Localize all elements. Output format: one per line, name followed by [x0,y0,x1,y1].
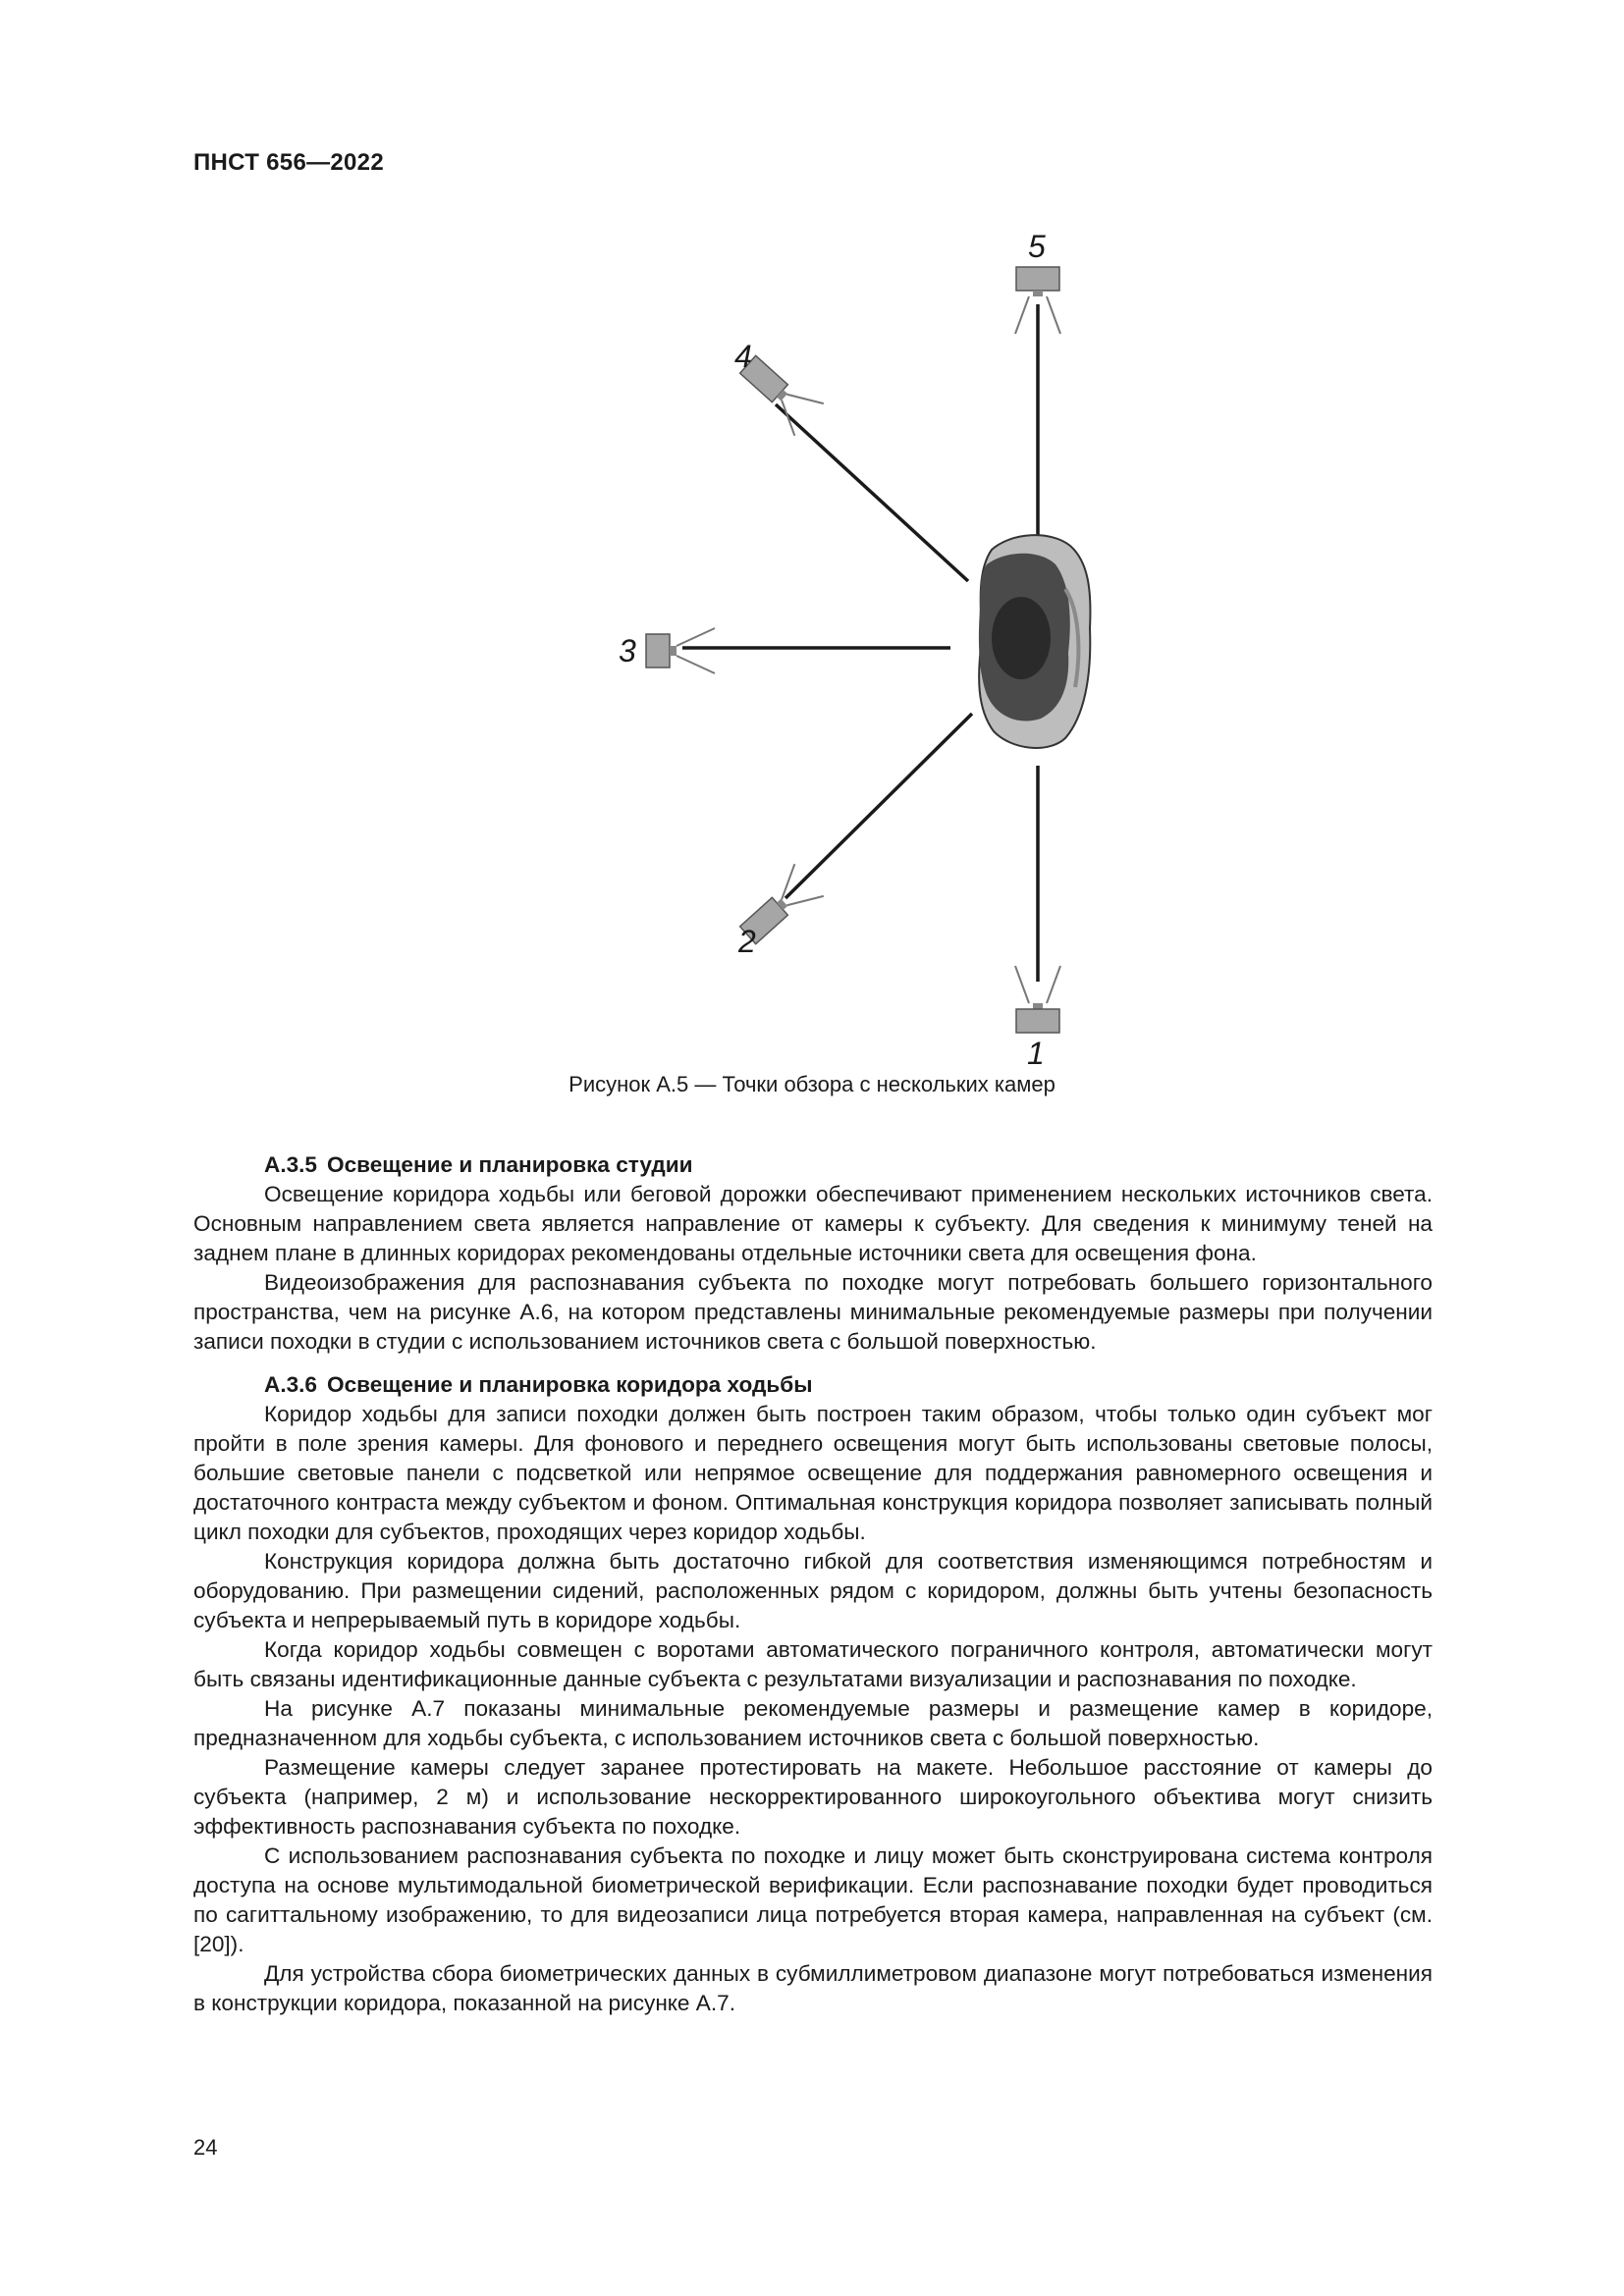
paragraph: Видеоизображения для распознавания субъекта по походке могут потребовать большего горизонтального пространства, чем на рисунке А.6, на котором представлены минимальные рекомендуемые размеры при получении записи походки в студии с использованием источников света с большой поверхностью. [193,1270,1433,1354]
paragraph: Для устройства сбора биометрических данных в субмиллиметровом диапазоне могут потребоваться изменения в конструкции коридора, показанной на рисунке А.7. [193,1961,1433,2015]
paragraph: Коридор ходьбы для записи походки должен быть построен таким образом, чтобы только один субъект мог пройти в поле зрения камеры. Для фонового и переднего освещения могут быть использованы световые полосы, большие световые панели с подсветкой или непрямое освещение для поддержания равномерного освещения и достаточного контраста между субъектом и фоном. Оптимальная конструкция коридора позволяет записывать полный цикл походки для субъектов, проходящих через коридор ходьбы. [193,1402,1433,1544]
paragraph: С использованием распознавания субъекта по походке и лицу может быть сконструирована система контроля доступа на основе мультимодальной биометрической верификации. Если распознавание походки будет проводиться по сагиттальному изображению, то для видеозаписи лица потребуется вторая камера, направленная на субъект (см. [20]). [193,1843,1433,1956]
body-text [193,1150,1433,2018]
camera-viewpoints-figure [0,0,1624,1080]
paragraph: Освещение коридора ходьбы или беговой дорожки обеспечивают применением нескольких источников света. Основным направлением света является направление от камеры к субъекту. Для сведения к минимуму теней на заднем плане в длинных коридорах рекомендованы отдельные источники света для освещения фона. [193,1182,1433,1265]
camera-4-label: 4 [734,339,752,374]
document-header: ПНСТ 656—2022 [193,149,384,176]
section-title: А.3.5 Освещение и планировка студии [264,1152,693,1177]
camera-1-label: 1 [1027,1036,1045,1071]
paragraph: Когда коридор ходьбы совмещен с воротами автоматического пограничного контроля, автоматически могут быть связаны идентификационные данные субъекта с результатами визуализации и распознавания по походке. [193,1637,1433,1691]
page-number: 24 [193,2135,218,2160]
paragraph: Конструкция коридора должна быть достаточно гибкой для соответствия изменяющимся потребностям и оборудованию. При размещении сидений, расположенных рядом с коридором, должны быть учтены безопасность субъекта и непрерываемый путь в коридоре ходьбы. [193,1549,1433,1632]
camera-3 [646,628,715,673]
camera-5-label: 5 [1028,229,1046,264]
camera-2-label: 2 [738,924,756,959]
paragraph: На рисунке А.7 показаны минимальные рекомендуемые размеры и размещение камер в коридоре, предназначенном для ходьбы субъекта, с использованием источников света с большой поверхностью. [193,1696,1433,1750]
figure-caption: Рисунок А.5 — Точки обзора с нескольких камер [568,1072,1056,1096]
camera-3-label: 3 [619,633,636,668]
section-title: А.3.6 Освещение и планировка коридора ходьбы [264,1372,813,1397]
paragraph: Размещение камеры следует заранее протестировать на макете. Небольшое расстояние от камеры до субъекта (например, 2 м) и использование нескорректированного широкоугольного объектива могут снизить эффективность распознавания субъекта по походке. [193,1755,1433,1839]
subject-figure [979,535,1091,748]
